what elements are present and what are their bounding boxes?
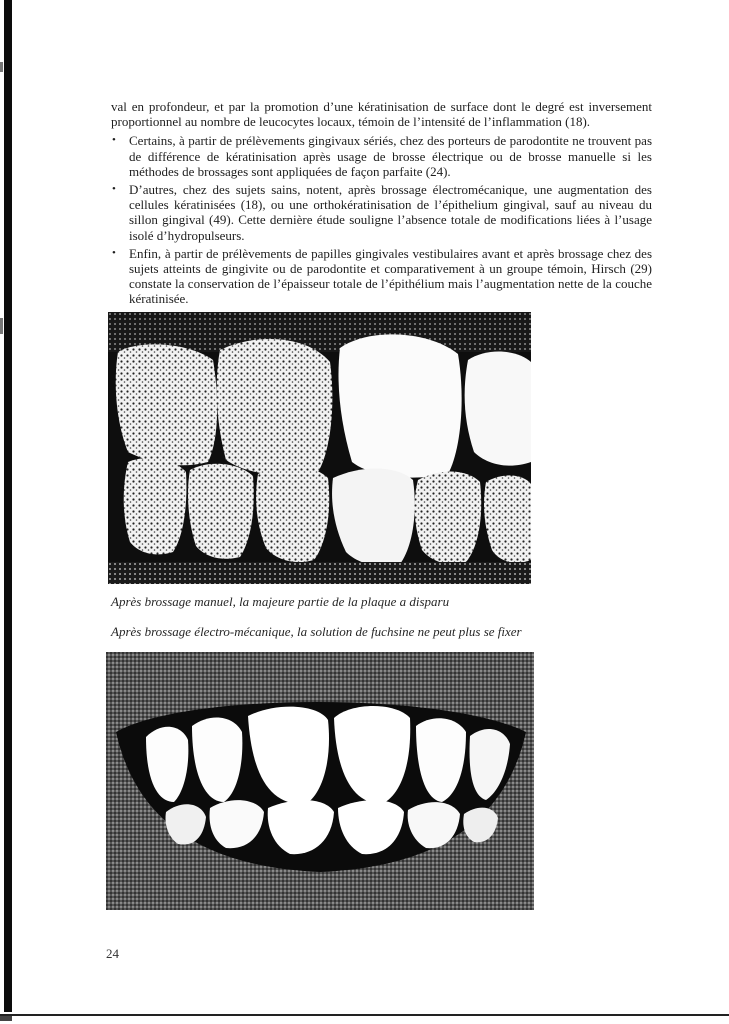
scan-mark (0, 1016, 12, 1021)
photo-teeth-manual-brushing (108, 312, 531, 584)
figure-caption: Après brossage électro-mécanique, la solution de fuchsine ne peut plus se fixer (111, 624, 522, 639)
figure-caption: Après brossage manuel, la majeure partie de la plaque a disparu (111, 594, 450, 609)
bullet-item: • Enfin, à partir de prélèvements de papilles gingivales vestibulaires avant et après brossage chez des sujets atteints de gingivite ou de parodontite et comparativement à un groupe témoin, Hirsch (29) constate la conservation de l’épaisseur totale de l’épithélium mais l’augmentation nette de la couche kératinisée. (111, 246, 652, 307)
binding-edge-rule (4, 0, 12, 1012)
scan-mark (0, 62, 3, 72)
body-text (111, 99, 652, 310)
paragraph: val en profondeur, et par la promotion d’une kératinisation de surface dont le degré est inversement proportionnel au nombre de leucocytes locaux, témoin de l’intensité de l’inflammation (18). (111, 99, 652, 130)
page-number: 24 (106, 946, 119, 961)
bullet-item: • D’autres, chez des sujets sains, notent, après brossage électromécanique, une augmentation des cellules kératinisées (18), ou une orthokératinisation de l’épithelium gingival, sauf au niveau du sillon gingival (49). Cette dernière étude souligne l’absence totale de modifications liées à l’usage isolé d’hydropulseurs. (111, 182, 652, 243)
bullet-list (111, 133, 652, 306)
bullet-item: • Certains, à partir de prélèvements gingivaux sériés, chez des porteurs de parodontite ne trouvent pas de différence de kératinisation après usage de brosse électrique ou de brosse manuelle si les méthodes de brossages sont appliquées de façon parfaite (24). (111, 133, 652, 179)
photo-teeth-electromechanical-brushing (106, 652, 534, 910)
page-bottom-rule (0, 1014, 729, 1016)
scan-mark (0, 318, 3, 334)
